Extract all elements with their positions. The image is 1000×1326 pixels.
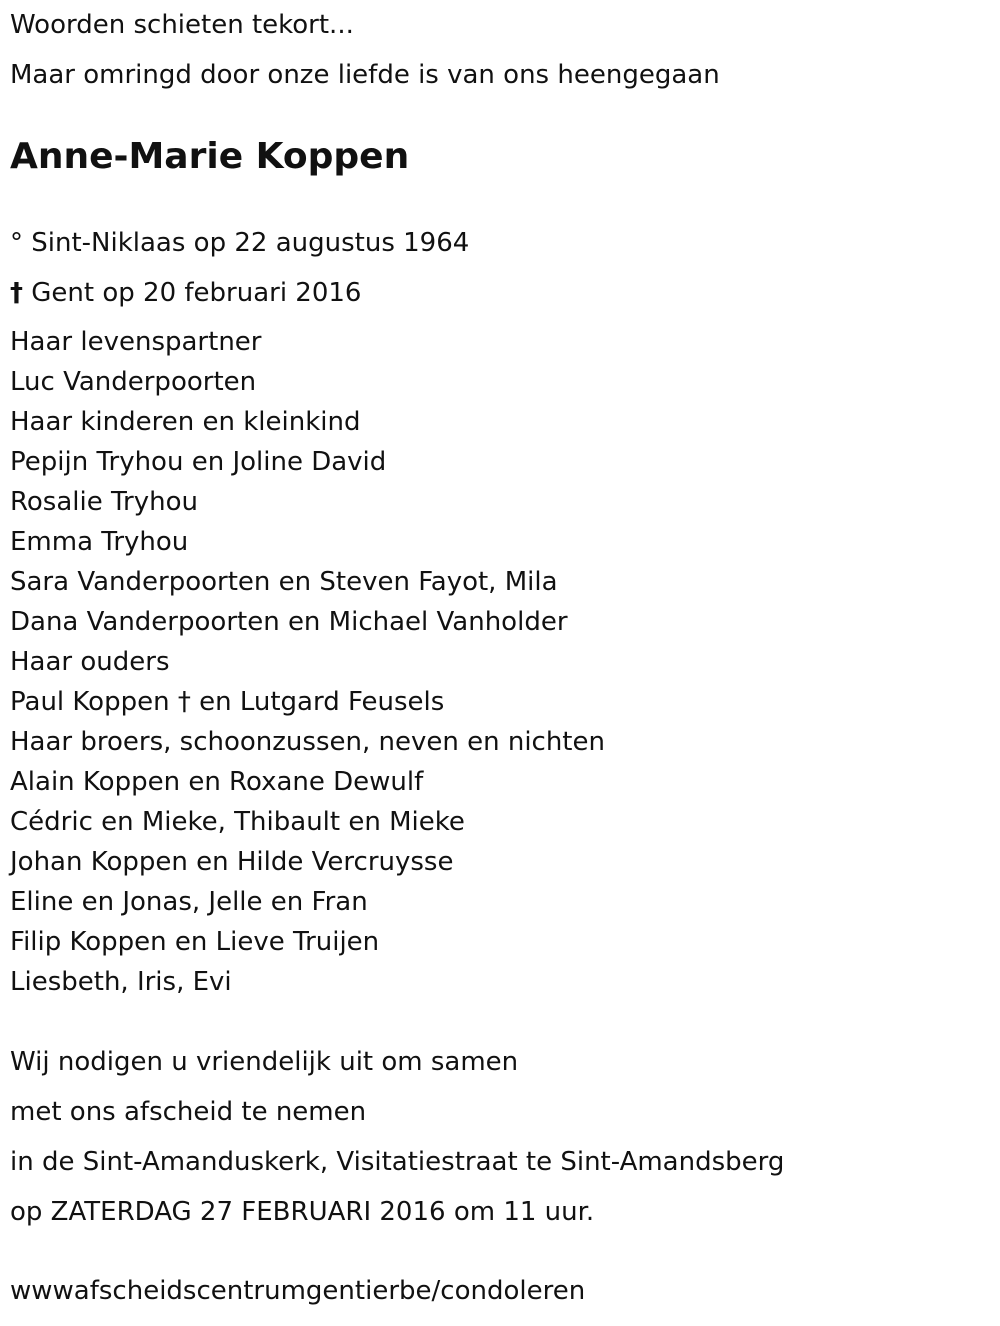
death-line xyxy=(10,278,361,308)
family-line: Haar broers, schoonzussen, neven en nichten xyxy=(10,727,605,757)
invitation-line: in de Sint-Amanduskerk, Visitatiestraat te Sint-Amandsberg xyxy=(10,1147,785,1177)
deceased-name: Anne-Marie Koppen xyxy=(10,136,410,177)
family-line: Eline en Jonas, Jelle en Fran xyxy=(10,887,368,917)
family-line: Filip Koppen en Lieve Truijen xyxy=(10,927,380,957)
family-line: Haar ouders xyxy=(10,647,170,677)
invitation-line: op ZATERDAG 27 FEBRUARI 2016 om 11 uur. xyxy=(10,1197,595,1227)
death-notice xyxy=(10,0,990,1326)
invitation-line: Wij nodigen u vriendelijk uit om samen xyxy=(10,1047,519,1077)
family-line: Sara Vanderpoorten en Steven Fayot, Mila xyxy=(10,567,558,597)
family-line: Luc Vanderpoorten xyxy=(10,367,257,397)
cross-icon: † xyxy=(10,278,23,308)
death-text: Gent op 20 februari 2016 xyxy=(23,278,362,308)
family-line: Rosalie Tryhou xyxy=(10,487,198,517)
intro-line-1: Woorden schieten tekort... xyxy=(10,10,354,40)
birth-line: ° Sint-Niklaas op 22 augustus 1964 xyxy=(10,228,470,258)
family-line: Emma Tryhou xyxy=(10,527,189,557)
intro-line-2: Maar omringd door onze liefde is van ons heengegaan xyxy=(10,60,720,90)
invitation-line: met ons afscheid te nemen xyxy=(10,1097,367,1127)
family-line: Paul Koppen † en Lutgard Feusels xyxy=(10,687,445,717)
family-line: Cédric en Mieke, Thibault en Mieke xyxy=(10,807,465,837)
family-line: Johan Koppen en Hilde Vercruysse xyxy=(10,847,454,877)
family-line: Dana Vanderpoorten en Michael Vanholder xyxy=(10,607,568,637)
family-line: Liesbeth, Iris, Evi xyxy=(10,967,232,997)
family-line: Alain Koppen en Roxane Dewulf xyxy=(10,767,424,797)
condolence-url: wwwafscheidscentrumgentierbe/condoleren xyxy=(10,1276,586,1306)
family-line: Haar kinderen en kleinkind xyxy=(10,407,361,437)
family-line: Haar levenspartner xyxy=(10,327,262,357)
family-line: Pepijn Tryhou en Joline David xyxy=(10,447,387,477)
